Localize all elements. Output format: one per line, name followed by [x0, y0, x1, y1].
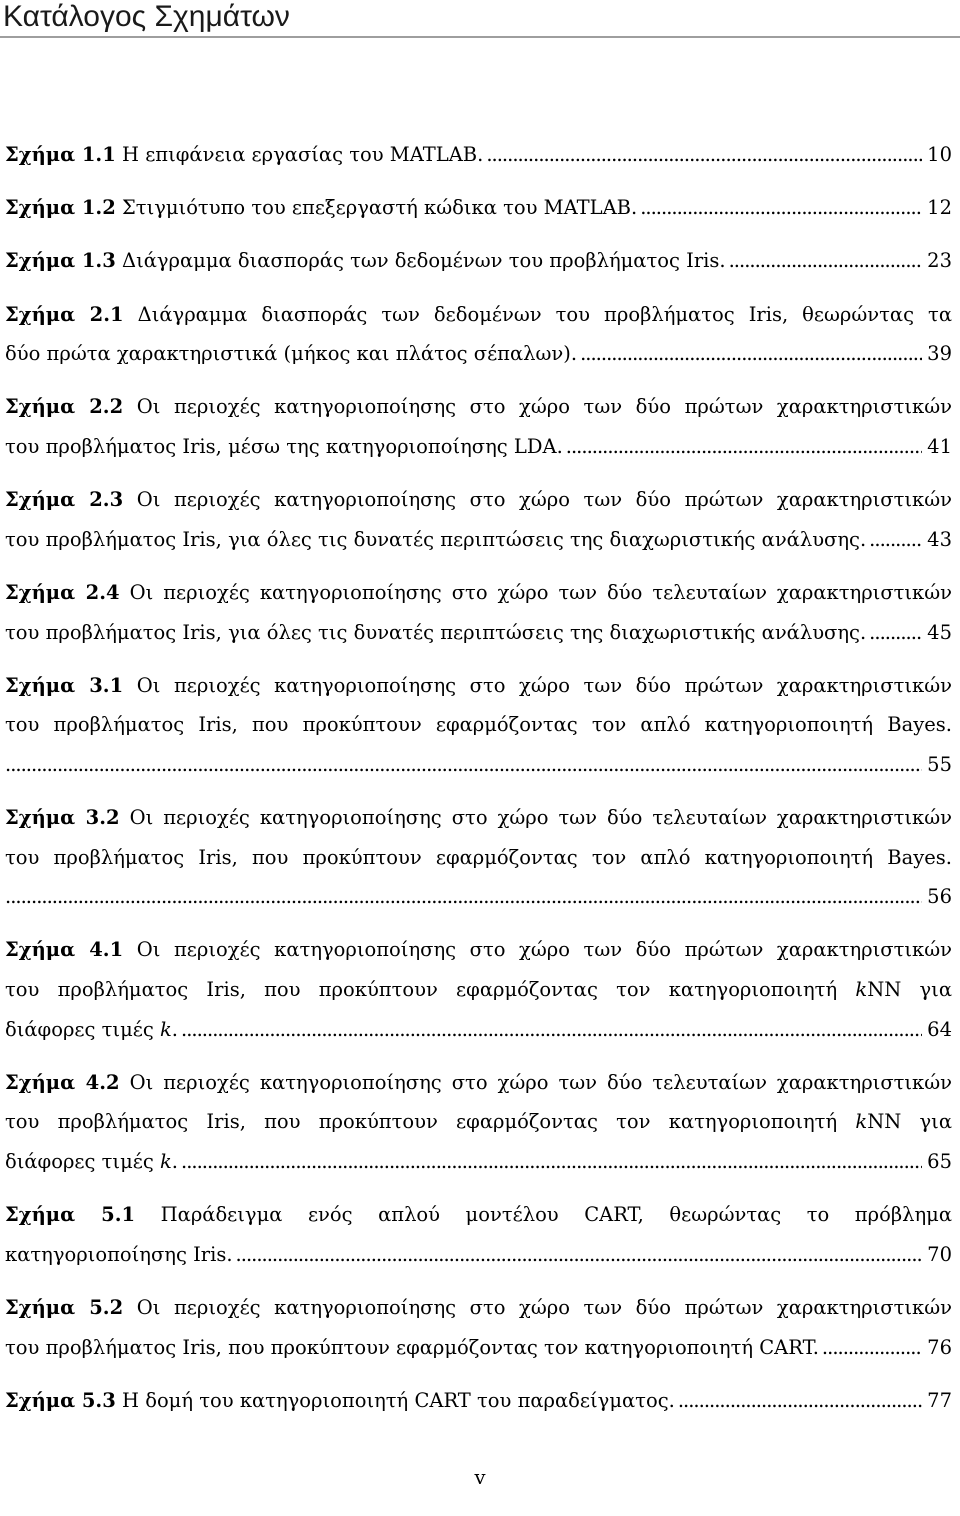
entry-line	[5, 798, 952, 838]
entry-line	[5, 427, 952, 467]
footer-page-number: v	[474, 1466, 486, 1489]
dot-leader	[819, 1328, 922, 1368]
entry-text	[5, 1328, 819, 1368]
entry-line	[5, 387, 952, 427]
figure-label: Σχήμα 2.1	[5, 302, 124, 326]
dot-leader	[726, 241, 923, 281]
italic-symbol: k	[159, 1150, 172, 1173]
figure-caption: του προβλήματος Iris, που προκύπτουν εφαρμόζοντας τον κατηγοριοποιητή	[5, 1110, 856, 1134]
figure-entry	[5, 930, 952, 1049]
figure-label: Σχήμα 5.2	[5, 1295, 124, 1319]
figure-label: Σχήμα 1.1	[5, 143, 116, 166]
figure-caption: Διάγραμμα διασποράς των δεδομένων του προβλήματος Iris, θεωρώντας τα	[137, 302, 952, 326]
figure-caption: κατηγοριοποίησης Iris.	[5, 1242, 233, 1266]
page-ref: 55	[927, 752, 952, 776]
figure-entry	[5, 295, 952, 374]
italic-symbol: k	[159, 1017, 172, 1041]
figure-caption: Οι περιοχές κατηγοριοποίησης στο χώρο των δύο πρώτων χαρακτηριστικών	[136, 395, 952, 419]
entry-line	[5, 480, 952, 520]
entry-line	[5, 613, 952, 653]
title-rule	[0, 36, 960, 38]
page-ref: 39	[927, 342, 952, 366]
dot-leader	[637, 188, 922, 228]
figure-label: Σχήμα 5.3	[5, 1388, 116, 1412]
dot-leader	[483, 135, 922, 175]
dot-leader	[675, 1381, 922, 1421]
entry-text	[5, 613, 866, 653]
page-ref: 12	[927, 196, 952, 220]
figure-label: Σχήμα 1.2	[5, 196, 116, 220]
figure-caption: του προβλήματος Iris, μέσω της κατηγοριοποίησης LDA.	[5, 434, 563, 458]
entry-text	[5, 135, 483, 175]
italic-symbol: k	[855, 978, 868, 1002]
dot-leader	[5, 745, 922, 785]
italic-symbol: k	[855, 1110, 868, 1134]
figure-entry	[5, 1381, 952, 1421]
entry-line	[5, 1195, 952, 1235]
figure-entry	[5, 573, 952, 652]
dot-leader	[577, 334, 922, 374]
figure-caption: Οι περιοχές κατηγοριοποίησης στο χώρο των δύο πρώτων χαρακτηριστικών	[136, 1295, 952, 1319]
entry-line	[5, 666, 952, 706]
document-title: Κατάλογος Σχημάτων	[3, 0, 290, 33]
figure-entry	[5, 1288, 952, 1367]
entry-line	[5, 295, 952, 335]
entry-text	[5, 1235, 233, 1275]
entry-text	[5, 520, 866, 560]
figure-caption: Διάγραμμα διασποράς των δεδομένων του προβλήματος Iris.	[122, 249, 726, 273]
entry-text	[5, 241, 726, 281]
figure-entry	[5, 480, 952, 559]
figure-entry	[5, 387, 952, 466]
dot-leader	[178, 1142, 922, 1182]
figure-caption: Οι περιοχές κατηγοριοποίησης στο χώρο των δύο πρώτων χαρακτηριστικών	[136, 938, 952, 962]
figure-caption: .	[171, 1017, 178, 1041]
entry-line	[5, 188, 952, 228]
page-ref: 41	[927, 434, 952, 458]
entry-line	[5, 1288, 952, 1328]
entry-line	[5, 1235, 952, 1275]
figure-caption: Οι περιοχές κατηγοριοποίησης στο χώρο των δύο πρώτων χαρακτηριστικών	[136, 673, 952, 697]
page-ref: 70	[927, 1242, 952, 1266]
figure-label: Σχήμα 5.1	[5, 1203, 136, 1227]
page-ref: 23	[927, 249, 952, 273]
entry-line	[5, 1381, 952, 1421]
figure-caption: Η δομή του κατηγοριοποιητή CART του παραδείγματος.	[122, 1388, 675, 1412]
figure-caption: του προβλήματος Iris, για όλες τις δυνατές περιπτώσεις της διαχωριστικής ανάλυσης.	[5, 620, 867, 644]
figure-entry	[5, 798, 952, 917]
dot-leader	[866, 613, 922, 653]
dot-leader	[563, 427, 922, 467]
figure-caption: Οι περιοχές κατηγοριοποίησης στο χώρο των δύο τελευταίων χαρακτηριστικών	[129, 580, 953, 604]
entry-line	[5, 1010, 952, 1050]
figure-label: Σχήμα 2.3	[5, 488, 124, 512]
page-ref: 76	[927, 1335, 952, 1359]
entry-line	[5, 241, 952, 281]
figure-caption: Η επιφάνεια εργασίας του MATLAB.	[122, 143, 484, 166]
figure-entry	[5, 135, 952, 175]
page-ref: 56	[927, 885, 952, 909]
page-ref: 77	[927, 1388, 952, 1412]
entry-line	[5, 877, 952, 917]
figure-caption: Παράδειγμα ενός απλού μοντέλου CART, θεωρώντας το πρόβλημα	[160, 1203, 952, 1227]
figure-label: Σχήμα 3.1	[5, 673, 124, 697]
entry-line	[5, 334, 952, 374]
figure-entry	[5, 241, 952, 281]
dot-leader	[178, 1010, 922, 1050]
entry-text	[5, 188, 637, 228]
figure-caption: Οι περιοχές κατηγοριοποίησης στο χώρο των δύο πρώτων χαρακτηριστικών	[136, 488, 952, 512]
figure-label: Σχήμα 3.2	[5, 806, 120, 830]
figure-caption: NN για	[867, 978, 952, 1002]
figure-label: Σχήμα 4.1	[5, 938, 124, 962]
figure-entry	[5, 1063, 952, 1182]
figure-caption: Οι περιοχές κατηγοριοποίησης στο χώρο των δύο τελευταίων χαρακτηριστικών	[129, 806, 953, 830]
figure-label: Σχήμα 4.2	[5, 1070, 120, 1094]
figure-caption: Στιγμιότυπο του επεξεργαστή κώδικα του MATLAB.	[122, 196, 638, 220]
page-ref: 65	[927, 1150, 952, 1173]
entry-line	[5, 1063, 952, 1103]
page-ref: 43	[927, 527, 952, 551]
entry-line	[5, 838, 952, 878]
dot-leader	[5, 877, 922, 917]
entry-line	[5, 1142, 952, 1182]
figure-caption: του προβλήματος Iris, που προκύπτουν εφαρμόζοντας τον κατηγοριοποιητή CART.	[5, 1335, 819, 1359]
figure-entry	[5, 666, 952, 785]
figure-label: Σχήμα 1.3	[5, 249, 116, 273]
figure-label: Σχήμα 2.4	[5, 580, 120, 604]
page-ref: 64	[927, 1017, 952, 1041]
figure-caption: του προβλήματος Iris, που προκύπτουν εφαρμόζοντας τον απλό κατηγοριοποιητή Bayes.	[5, 845, 952, 869]
figure-label: Σχήμα 2.2	[5, 395, 124, 419]
entry-text	[5, 334, 577, 374]
entry-line	[5, 930, 952, 970]
figure-caption: Οι περιοχές κατηγοριοποίησης στο χώρο των δύο τελευταίων χαρακτηριστικών	[129, 1070, 953, 1094]
page-ref: 45	[927, 620, 952, 644]
entry-text	[5, 1381, 675, 1421]
entry-line	[5, 1102, 952, 1142]
figure-caption: διάφορες τιμές	[5, 1150, 160, 1173]
entry-line	[5, 705, 952, 745]
figure-caption: διάφορες τιμές	[5, 1017, 160, 1041]
page-ref: 10	[927, 143, 952, 166]
entry-text	[5, 427, 563, 467]
entry-line	[5, 745, 952, 785]
figure-caption: NN για	[867, 1110, 952, 1134]
dot-leader	[866, 520, 922, 560]
entry-line	[5, 573, 952, 613]
dot-leader	[233, 1235, 923, 1275]
entry-text	[5, 1142, 178, 1182]
figure-entry	[5, 188, 952, 228]
entry-line	[5, 970, 952, 1010]
entry-text	[5, 1010, 178, 1050]
list-of-figures	[5, 135, 952, 1434]
figure-caption: δύο πρώτα χαρακτηριστικά (μήκος και πλάτος σέπαλων).	[5, 342, 578, 366]
figure-caption: του προβλήματος Iris, για όλες τις δυνατές περιπτώσεις της διαχωριστικής ανάλυσης.	[5, 527, 867, 551]
entry-line	[5, 520, 952, 560]
figure-caption: του προβλήματος Iris, που προκύπτουν εφαρμόζοντας τον απλό κατηγοριοποιητή Bayes.	[5, 713, 952, 737]
entry-line	[5, 1328, 952, 1368]
figure-caption: .	[171, 1150, 178, 1173]
figure-entry	[5, 1195, 952, 1274]
entry-line	[5, 135, 952, 175]
figure-caption: του προβλήματος Iris, που προκύπτουν εφαρμόζοντας τον κατηγοριοποιητή	[5, 978, 856, 1002]
